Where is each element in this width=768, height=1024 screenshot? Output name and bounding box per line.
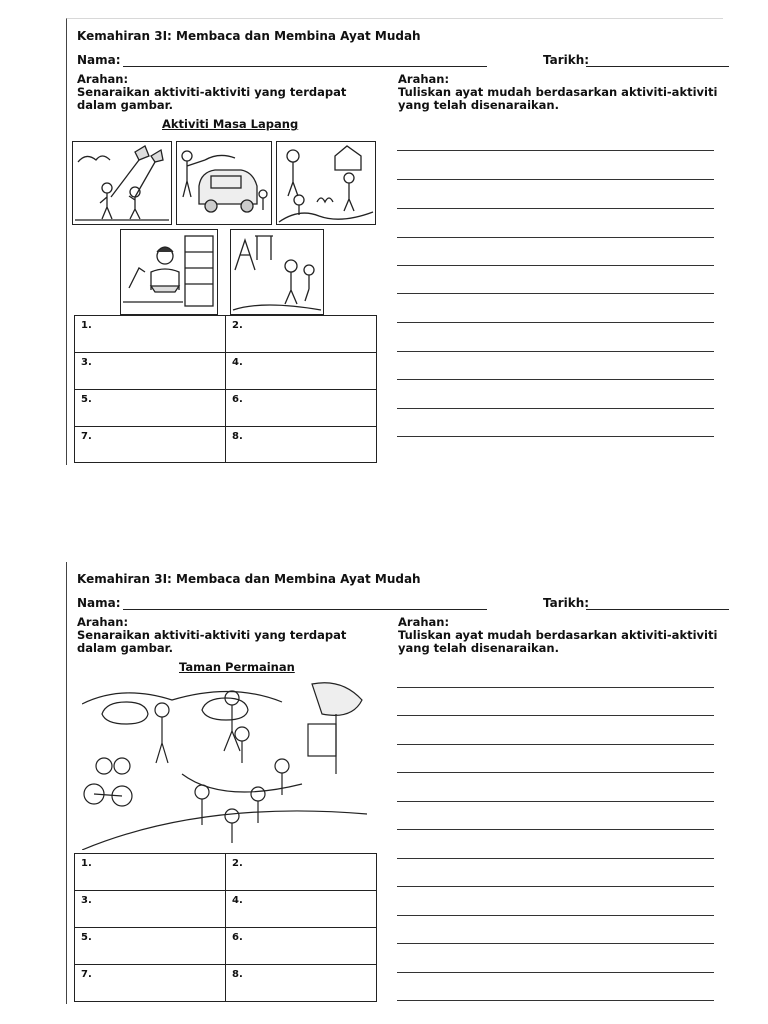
left-instruction-text: Senaraikan aktiviti-aktiviti yang terdapat dalam gambar. <box>77 85 347 112</box>
writing-line[interactable] <box>397 687 714 688</box>
answer-cell-2[interactable]: 2. <box>226 854 377 891</box>
writing-line[interactable] <box>397 237 714 238</box>
answer-cell-6[interactable]: 6. <box>226 390 377 427</box>
illustration-park <box>82 674 367 850</box>
worksheet-1 <box>66 18 723 465</box>
writing-line[interactable] <box>397 293 714 294</box>
left-instruction-heading: Arahan: <box>77 72 129 86</box>
worksheet-title: Kemahiran 3I: Membaca dan Membina Ayat Mudah <box>77 572 421 586</box>
answer-cell-1[interactable]: 1. <box>75 316 226 353</box>
illustration-flying-kite <box>72 141 172 225</box>
tarikh-field[interactable] <box>586 609 729 610</box>
answer-cell-4[interactable]: 4. <box>226 353 377 390</box>
writing-line[interactable] <box>397 772 714 773</box>
nama-field[interactable] <box>123 66 487 67</box>
writing-line[interactable] <box>397 943 714 944</box>
name-date-row <box>77 596 717 612</box>
left-instruction <box>77 616 377 655</box>
right-instruction-text: Tuliskan ayat mudah berdasarkan aktiviti-aktiviti yang telah disenaraikan. <box>398 85 718 112</box>
right-instruction-heading: Arahan: <box>398 615 450 629</box>
right-instruction <box>398 616 723 655</box>
answer-cell-7[interactable]: 7. <box>75 965 226 1002</box>
nama-label: Nama: <box>77 596 121 610</box>
answer-cell-5[interactable]: 5. <box>75 390 226 427</box>
answer-table <box>74 315 377 463</box>
answer-cell-6[interactable]: 6. <box>226 928 377 965</box>
writing-line[interactable] <box>397 322 714 323</box>
tarikh-label: Tarikh: <box>543 53 590 67</box>
writing-line[interactable] <box>397 915 714 916</box>
nama-field[interactable] <box>123 609 487 610</box>
answer-cell-8[interactable]: 8. <box>226 965 377 1002</box>
name-date-row <box>77 53 717 69</box>
nama-label: Nama: <box>77 53 121 67</box>
left-instruction-text: Senaraikan aktiviti-aktiviti yang terdapat dalam gambar. <box>77 628 347 655</box>
right-instruction-text: Tuliskan ayat mudah berdasarkan aktiviti-aktiviti yang telah disenaraikan. <box>398 628 718 655</box>
writing-line[interactable] <box>397 436 714 437</box>
answer-cell-5[interactable]: 5. <box>75 928 226 965</box>
answer-cell-8[interactable]: 8. <box>226 427 377 463</box>
left-instruction <box>77 73 377 112</box>
tarikh-label: Tarikh: <box>543 596 590 610</box>
answer-table <box>74 853 377 1002</box>
writing-line[interactable] <box>397 150 714 151</box>
writing-line[interactable] <box>397 208 714 209</box>
writing-line[interactable] <box>397 829 714 830</box>
tarikh-field[interactable] <box>586 66 729 67</box>
illustration-gardening <box>276 141 376 225</box>
picture-caption: Taman Permainan <box>179 660 295 674</box>
writing-line[interactable] <box>397 1000 714 1001</box>
answer-cell-3[interactable]: 3. <box>75 891 226 928</box>
writing-line[interactable] <box>397 408 714 409</box>
answer-cell-3[interactable]: 3. <box>75 353 226 390</box>
illustration-washing-car <box>176 141 272 225</box>
picture-caption: Aktiviti Masa Lapang <box>162 117 299 131</box>
answer-cell-1[interactable]: 1. <box>75 854 226 891</box>
right-instruction <box>398 73 723 112</box>
answer-cell-4[interactable]: 4. <box>226 891 377 928</box>
right-instruction-heading: Arahan: <box>398 72 450 86</box>
worksheet-2 <box>66 562 723 1004</box>
writing-line[interactable] <box>397 744 714 745</box>
writing-line[interactable] <box>397 715 714 716</box>
illustration-reading <box>120 229 218 315</box>
writing-line[interactable] <box>397 379 714 380</box>
writing-line[interactable] <box>397 265 714 266</box>
writing-line[interactable] <box>397 858 714 859</box>
writing-line[interactable] <box>397 886 714 887</box>
left-instruction-heading: Arahan: <box>77 615 129 629</box>
illustration-playground <box>230 229 324 315</box>
worksheet-title: Kemahiran 3I: Membaca dan Membina Ayat Mudah <box>77 29 421 43</box>
writing-line[interactable] <box>397 351 714 352</box>
writing-line[interactable] <box>397 801 714 802</box>
writing-line[interactable] <box>397 179 714 180</box>
answer-cell-7[interactable]: 7. <box>75 427 226 463</box>
writing-line[interactable] <box>397 972 714 973</box>
answer-cell-2[interactable]: 2. <box>226 316 377 353</box>
